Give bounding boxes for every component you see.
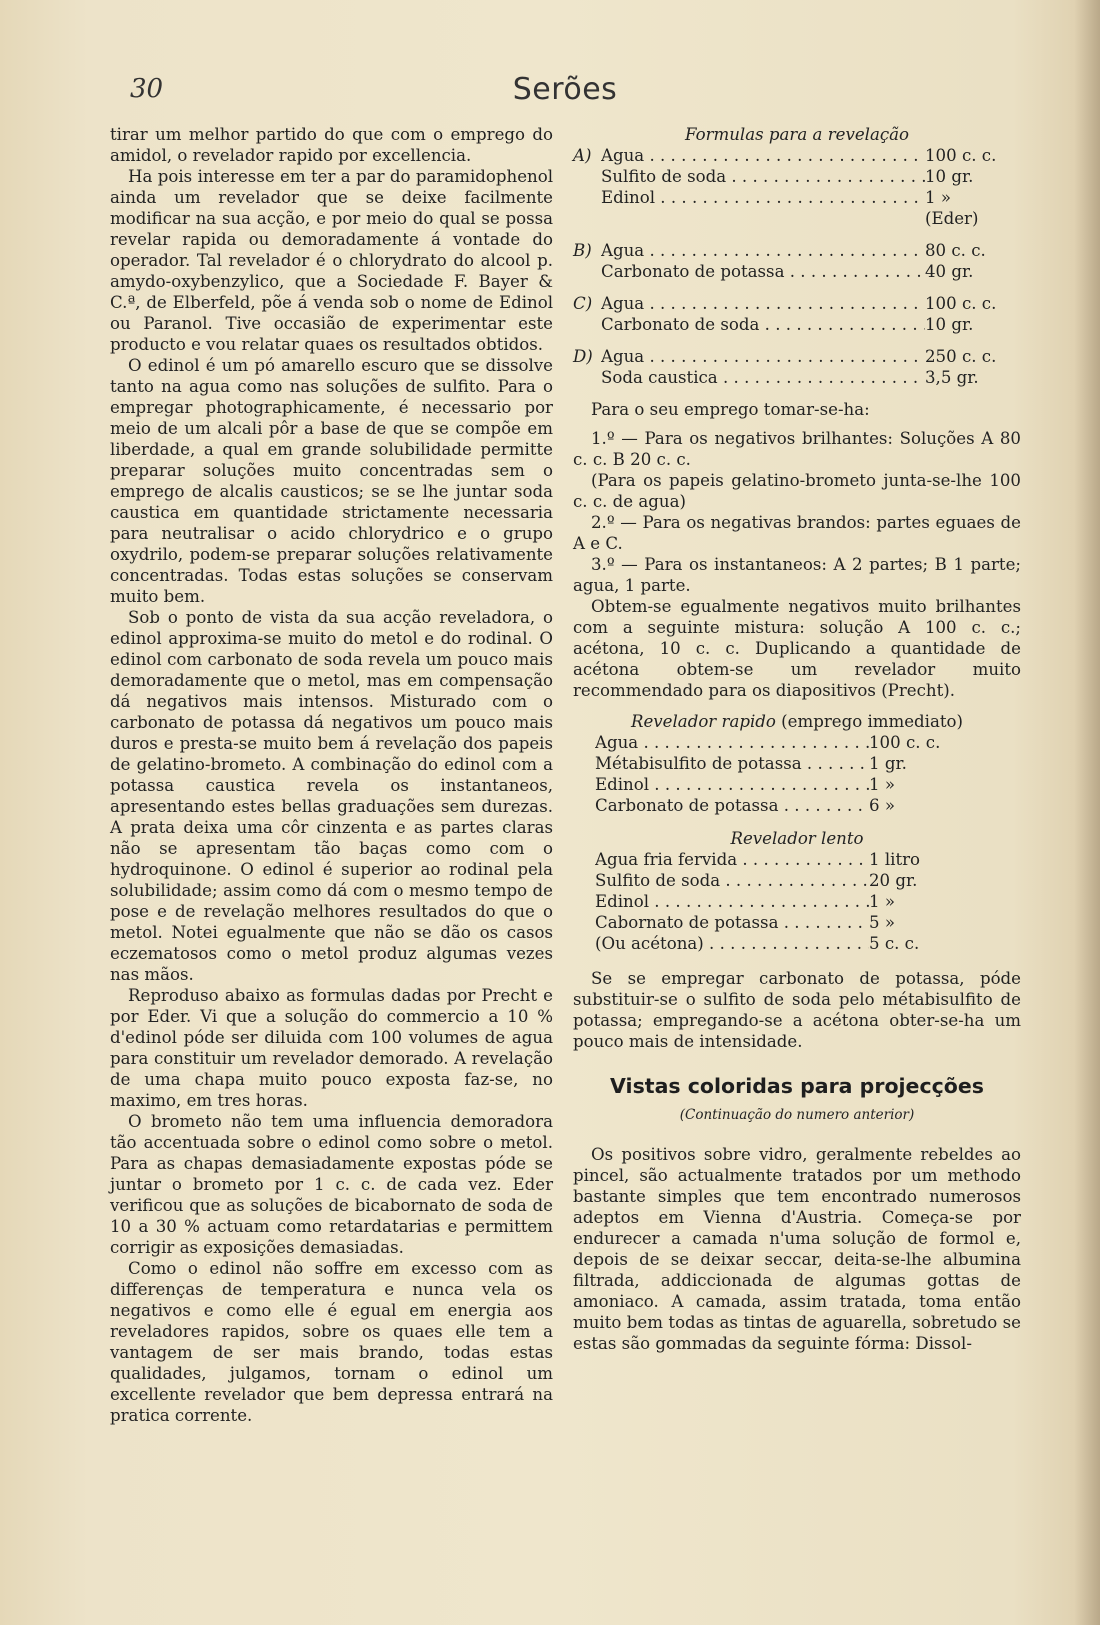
ingredient-qty: 3,5 gr.: [925, 368, 979, 387]
paragraph: Reproduso abaixo as formulas dadas por Precht e por Eder. Vi que a solução do commercio a 10 % d'edinol póde ser diluida com 100 volumes de agua para constituir um revelador demorado. A revelação de uma chapa muito pouco exposta faz-se, no maximo, em tres horas.: [110, 986, 553, 1110]
paragraph: O edinol é um pó amarello escuro que se dissolve tanto na agua como nas soluções de sulfito. Para o empregar photographicamente, é necessario por meio de um alcali pôr a base de que se compõe em liberdade, a qual em grande solubilidade permitte preparar soluções muito concentradas sem o emprego de alcalis causticos; se se lhe juntar soda caustica em quantidade strictamente necessaria para neutralisar o acido chlorydrico e o grupo oxydrilo, podem-se preparar soluções relativamente concentradas. Todas estas soluções se conservam muito bem.: [110, 356, 553, 606]
rapid-developer-recipe: [595, 732, 965, 816]
ingredient-name: Cabornato de potassa . . .: [595, 912, 869, 933]
ingredient-name: Soda caustica . . .: [601, 367, 925, 388]
ingredient-qty: 1 gr.: [869, 754, 907, 773]
ingredient-name: Agua . . .: [601, 145, 925, 166]
ingredient-qty: 20 gr.: [869, 871, 918, 890]
formula-row: [573, 145, 1021, 166]
paragraph: O brometo não tem uma influencia demoradora tão accentuada sobre o edinol como sobre o metol. Para as chapas demasiadamente expostas póde se juntar o brometo por 1 c. c. de cada vez. Eder verificou que as soluções de bicabornato de soda de 10 a 30 % actuam como retardatarias e permittem corrigir as exposições demasiadas.: [110, 1112, 553, 1257]
ingredient-qty: 250 c. c.: [925, 347, 997, 366]
recipe-row: [595, 870, 965, 891]
ingredient-name: Carbonato de potassa . . .: [601, 261, 925, 282]
formula-letter: D): [573, 347, 593, 366]
ingredient-qty: 1 »: [869, 892, 895, 911]
ingredient-qty: 5 c. c.: [869, 934, 920, 953]
formula-row: [573, 293, 1021, 314]
paragraph: Se se empregar carbonato de potassa, póde substituir-se o sulfito de soda pelo métabisulfito de potassa; empregando-se a acétona obter-se-ha um pouco mais de intensidade.: [573, 969, 1021, 1051]
recipe-row: [595, 774, 965, 795]
usage-item: 3.º — Para os instantaneos: A 2 partes; B 1 parte; agua, 1 parte.: [573, 555, 1021, 595]
page-number: 30: [130, 74, 164, 104]
ingredient-qty: 5 »: [869, 913, 895, 932]
right-column: [573, 124, 1021, 1354]
formula-letter: B): [573, 241, 592, 260]
page-header: [110, 70, 1020, 110]
ingredient-name: Edinol . . .: [601, 187, 925, 208]
ingredient-qty: 1 »: [925, 188, 951, 207]
formula-row: [573, 208, 1021, 229]
ingredient-qty: 80 c. c.: [925, 241, 986, 260]
recipe-row: [595, 795, 965, 816]
formula-row: [573, 261, 1021, 282]
ingredient-qty: 6 »: [869, 796, 895, 815]
ingredient-qty: 1 litro: [869, 850, 921, 869]
slow-developer-title: Revelador lento: [730, 829, 864, 848]
usage-block: [573, 399, 1021, 701]
left-column: [110, 124, 553, 1426]
formula-letter: C): [573, 294, 593, 313]
running-title: Serões: [512, 72, 618, 107]
ingredient-qty: 10 gr.: [925, 315, 974, 334]
recipe-row: [595, 732, 965, 753]
rapid-title-rest: (emprego immediato): [775, 712, 964, 731]
recipe-row: [595, 753, 965, 774]
ingredient-name: Sulfito de soda . . .: [601, 166, 925, 187]
ingredient-name: Sulfito de soda . . .: [595, 870, 869, 891]
formula-row: [573, 240, 1021, 261]
ingredient-qty: 40 gr.: [925, 262, 974, 281]
recipe-row: [595, 849, 965, 870]
ingredient-name: Agua . . .: [601, 293, 925, 314]
page-spine-shadow: [1074, 0, 1100, 1625]
formula-row: [573, 166, 1021, 187]
formula-letter: A): [573, 146, 592, 165]
formula-b: [573, 240, 1021, 282]
usage-item: (Para os papeis gelatino-brometo junta-se-lhe 100 c. c. de agua): [573, 471, 1021, 511]
ingredient-qty: 10 gr.: [925, 167, 974, 186]
formulas-caption: Formulas para a revelação: [684, 125, 910, 144]
recipe-row: [595, 933, 965, 954]
usage-item: 1.º — Para os negativos brilhantes: Soluções A 80 c. c. B 20 c. c.: [573, 429, 1021, 469]
ingredient-name: Métabisulfito de potassa . . .: [595, 753, 869, 774]
slow-developer-recipe: [595, 849, 965, 954]
paragraph: Os positivos sobre vidro, geralmente rebeldes ao pincel, são actualmente tratados por um methodo bastante simples que tem encontrado numerosos adeptos em Vienna d'Austria. Começa-se por endurecer a camada n'uma solução de formol e, depois de se deixar seccar, deita-se-lhe albumina filtrada, addiccionada de algumas gottas de amoniaco. A camada, assim tratada, toma então muito bem todas as tintas de aguarella, sobretudo se estas são gommadas da seguinte fórma: Dissol-: [573, 1145, 1021, 1353]
recipe-row: [595, 912, 965, 933]
ingredient-qty: 1 »: [869, 775, 895, 794]
usage-intro: Para o seu emprego tomar-se-ha:: [591, 400, 870, 419]
formula-row: [573, 187, 1021, 208]
ingredient-name: Agua fria fervida . . .: [595, 849, 869, 870]
usage-item: 2.º — Para os negativas brandos: partes eguaes de A e C.: [573, 513, 1021, 553]
paragraph: tirar um melhor partido do que com o emprego do amidol, o revelador rapido por excellencia.: [110, 125, 553, 165]
ingredient-qty: 100 c. c.: [925, 146, 997, 165]
ingredient-name: Agua . . .: [601, 240, 925, 261]
ingredient-name: (Ou acétona) . . .: [595, 933, 869, 954]
formula-row: [573, 367, 1021, 388]
paragraph: Como o edinol não soffre em excesso com as differenças de temperatura e nunca vela os negativos e como elle é egual em energia aos reveladores rapidos, sobre os quaes elle tem a vantagem de ser mais brando, todas estas qualidades, julgamos, tornam o edinol um excellente revelador que bem depressa entrará na pratica corrente.: [110, 1259, 553, 1425]
paragraph: Ha pois interesse em ter a par do paramidophenol ainda um revelador que se deixe facilmente modificar na sua acção, e por meio do qual se possa revelar rapida ou demoradamente á vontade do operador. Tal revelador é o chlorydrato do alcool p. amydo-oxybenzylico, que a Sociedade F. Bayer & C.ª, de Elberfeld, põe á venda sob o nome de Edinol ou Paranol. Tive occasião de experimentar este producto e vou relatar quaes os resultados obtidos.: [110, 167, 553, 354]
ingredient-name: Agua . . .: [595, 732, 869, 753]
ingredient-name: Agua . . .: [601, 346, 925, 367]
paragraph: Sob o ponto de vista da sua acção reveladora, o edinol approxima-se muito do metol e do rodinal. O edinol com carbonato de soda revela um pouco mais demoradamente que o metol, mas em compensação dá negativos mais intensos. Misturado com o carbonato de potassa dá negativos um pouco mais duros e presta-se muito bem á revelação dos papeis de gelatino-brometo. A combinação do edinol com a potassa caustica revela os instantaneos, apresentando estes bellas graduações sem durezas. A prata deixa uma côr cinzenta e as partes claras não se apresentam tão baças como com o hydroquinone. O edinol é superior ao rodinal pela solubilidade; assim como dá com o mesmo tempo de pose e de revelação melhores resultados do que o metol. Notei egualmente que não se dão os casos eczematosos como o metol produz algumas vezes nas mãos.: [110, 608, 553, 984]
ingredient-name: Edinol . . .: [595, 774, 869, 795]
ingredient-name: Carbonato de potassa . . .: [595, 795, 869, 816]
formula-row: [573, 346, 1021, 367]
ingredient-qty: 100 c. c.: [869, 733, 941, 752]
formula-source: (Eder): [925, 209, 979, 228]
formula-d: [573, 346, 1021, 388]
usage-item: Obtem-se egualmente negativos muito brilhantes com a seguinte mistura: solução A 100 c. c.; acétona, 10 c. c. Duplicando a quantidade de acétona obtem-se um revelador muito recommendado para os diapositivos (Precht).: [573, 597, 1021, 700]
recipe-row: [595, 891, 965, 912]
section-subheading: (Continuação do numero anterior): [679, 1107, 915, 1123]
ingredient-name: Carbonato de soda . . .: [601, 314, 925, 335]
ingredient-name: Edinol . . .: [595, 891, 869, 912]
rapid-developer-title: [573, 711, 1021, 732]
formula-c: [573, 293, 1021, 335]
formula-a: [573, 145, 1021, 229]
ingredient-qty: 100 c. c.: [925, 294, 997, 313]
formula-row: [573, 314, 1021, 335]
section-heading: Vistas coloridas para projecções: [610, 1074, 984, 1098]
rapid-title-italic: Revelador rapido: [630, 712, 776, 731]
